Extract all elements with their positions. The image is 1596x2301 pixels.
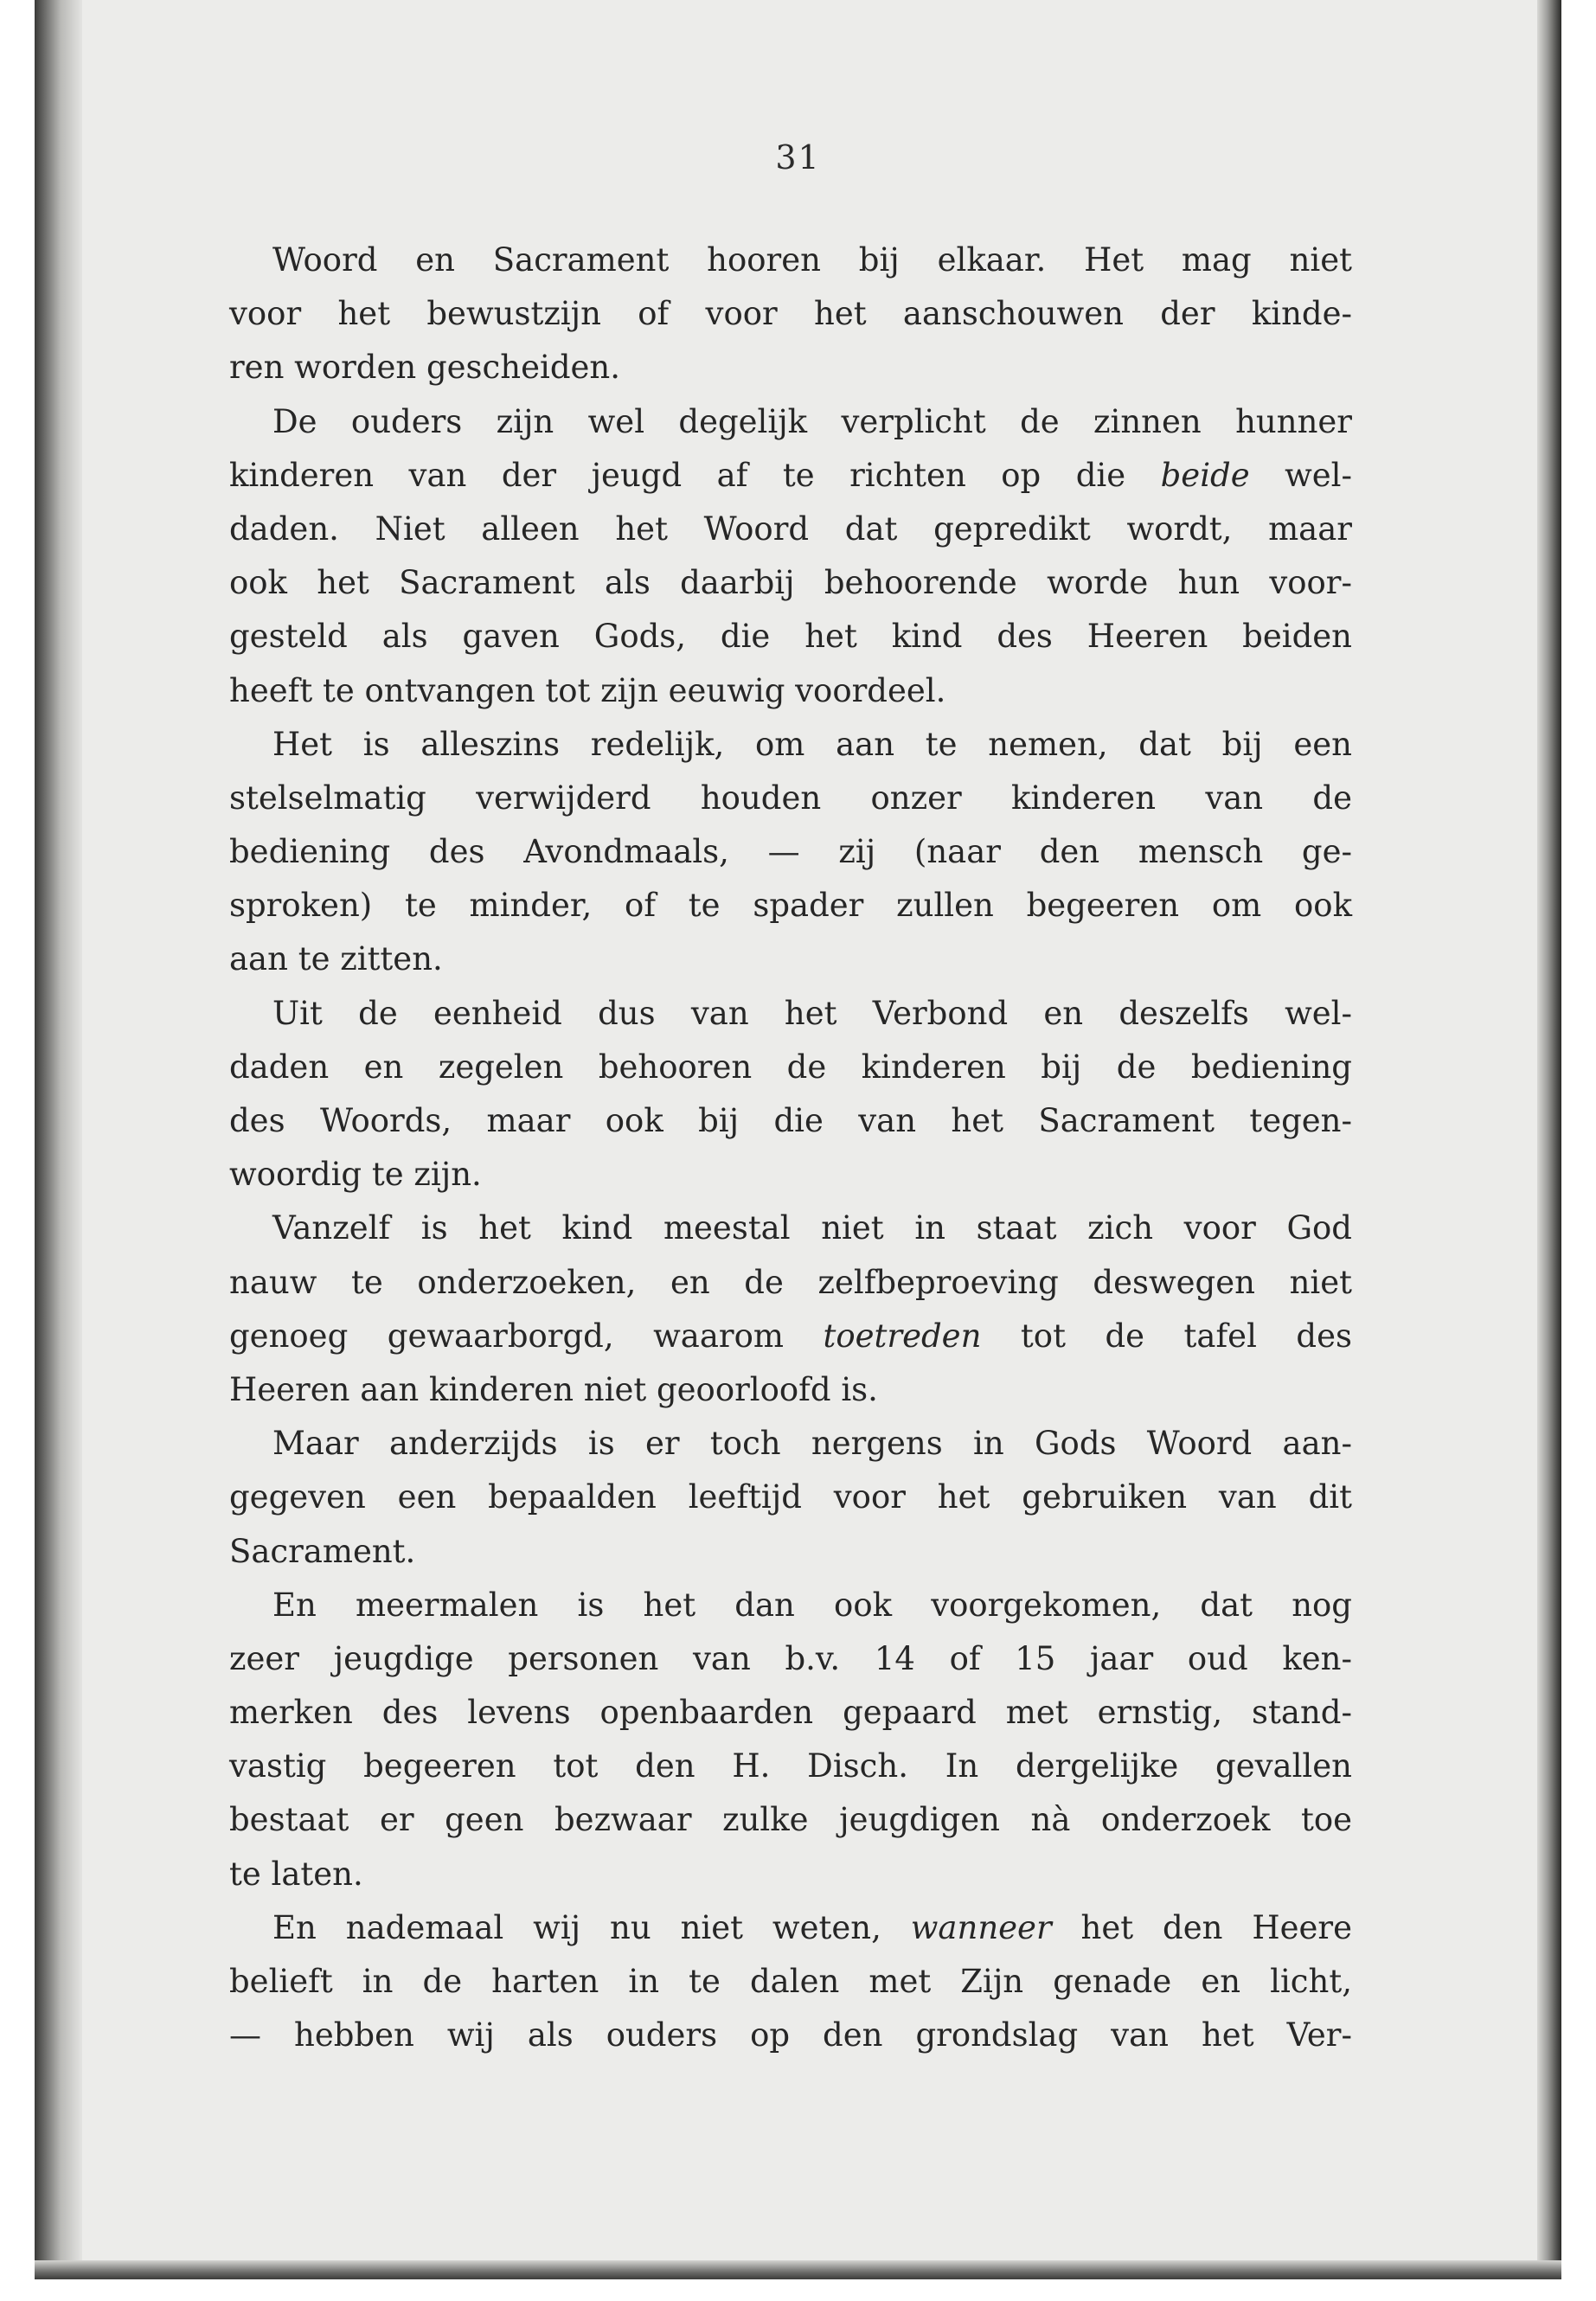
binding-shadow: [35, 0, 82, 2279]
text-line-content: woordig te zijn.: [229, 1156, 482, 1194]
text-line: [229, 1740, 1352, 1793]
text-line-content: te laten.: [229, 1855, 363, 1893]
text-line: [229, 1632, 1352, 1686]
text-line-content: Maar anderzijds is er toch nergens in Gods Woord aan-: [272, 1425, 1352, 1463]
text-line-content: aan te zitten.: [229, 940, 443, 978]
text-line: [229, 1901, 1352, 1955]
scanned-page: [35, 0, 1561, 2279]
text-line: [229, 1363, 1352, 1417]
text-line: [229, 2009, 1352, 2062]
text-line-content: De ouders zijn wel degelijk verplicht de zinnen hunner: [272, 402, 1352, 440]
text-segment: tot de tafel des: [981, 1317, 1352, 1355]
text-segment: genoeg gewaarborgd, waarom: [229, 1317, 824, 1355]
text-line: [229, 287, 1352, 341]
text-line-content: [229, 449, 1352, 503]
text-line-content: — hebben wij als ouders op den grondslag van het Ver-: [229, 2016, 1352, 2054]
text-line-content: Uit de eenheid dus van het Verbond en deszelfs wel-: [272, 994, 1352, 1032]
text-line: [229, 449, 1352, 503]
text-line: [229, 1525, 1352, 1579]
text-line-content: Het is alleszins redelijk, om aan te nemen, dat bij een: [272, 725, 1352, 763]
text-line-content: Heeren aan kinderen niet geoorloofd is.: [229, 1370, 878, 1408]
text-line: [229, 1955, 1352, 2009]
text-line: [229, 1041, 1352, 1094]
text-line: [229, 395, 1352, 449]
text-segment: En nademaal wij nu niet weten,: [272, 1908, 911, 1946]
page-number: 31: [775, 138, 821, 176]
text-line-content: [229, 1310, 1352, 1363]
text-segment: het den Heere: [1051, 1908, 1353, 1946]
text-line: [229, 1848, 1352, 1901]
text-segment: wel-: [1249, 456, 1352, 494]
text-line: [229, 1148, 1352, 1202]
text-line-content: [272, 1901, 1352, 1955]
emphasized-word: toetreden: [823, 1317, 982, 1355]
page-edge-right: [1537, 0, 1561, 2279]
text-line: [229, 1202, 1352, 1255]
text-line: [229, 556, 1352, 610]
text-line-content: des Woords, maar ook bij die van het Sacrament tegen-: [229, 1102, 1352, 1139]
text-line-content: Woord en Sacrament hooren bij elkaar. Het mag niet: [272, 241, 1352, 279]
text-line-content: daden. Niet alleen het Woord dat gepredikt wordt, maar: [229, 510, 1352, 548]
text-line-content: nauw te onderzoeken, en de zelfbeproeving deswegen niet: [229, 1263, 1352, 1301]
text-line: [229, 1579, 1352, 1632]
text-line: [229, 610, 1352, 663]
text-line-content: Sacrament.: [229, 1532, 416, 1570]
text-line-content: merken des levens openbaarden gepaard met ernstig, stand-: [229, 1694, 1352, 1732]
text-line-content: gesteld als gaven Gods, die het kind des Heeren beiden: [229, 618, 1352, 656]
text-line-content: Vanzelf is het kind meestal niet in staat zich voor God: [272, 1209, 1352, 1247]
text-line: [229, 503, 1352, 556]
text-line: [229, 772, 1352, 825]
text-line: [229, 1094, 1352, 1148]
text-line: [229, 933, 1352, 986]
text-line-content: ook het Sacrament als daarbij behoorende worde hun voor-: [229, 564, 1352, 602]
text-line: [229, 1793, 1352, 1847]
text-line: [229, 879, 1352, 933]
emphasized-word: beide: [1160, 456, 1250, 494]
text-line-content: ren worden gescheiden.: [229, 349, 621, 387]
text-line-content: heeft te ontvangen tot zijn eeuwig voordeel.: [229, 671, 946, 709]
text-line-content: bediening des Avondmaals, — zij (naar den mensch ge-: [229, 833, 1352, 871]
page-edge-bottom: [35, 2260, 1561, 2279]
text-line-content: En meermalen is het dan ook voorgekomen, dat nog: [272, 1586, 1352, 1624]
text-line-content: vastig begeeren tot den H. Disch. In dergelijke gevallen: [229, 1747, 1352, 1785]
text-line-content: daden en zegelen behooren de kinderen bij de bediening: [229, 1048, 1352, 1086]
text-line-content: stelselmatig verwijderd houden onzer kinderen van de: [229, 779, 1352, 817]
text-segment: kinderen van der jeugd af te richten op die: [229, 456, 1161, 494]
text-line: [229, 987, 1352, 1041]
text-line: [229, 234, 1352, 287]
text-line: [229, 1256, 1352, 1310]
text-line: [229, 1310, 1352, 1363]
emphasized-word: wanneer: [910, 1908, 1052, 1946]
text-line-content: gegeven een bepaalden leeftijd voor het gebruiken van dit: [229, 1478, 1352, 1516]
text-line-content: belieft in de harten in te dalen met Zijn genade en licht,: [229, 1963, 1352, 2000]
text-line-content: voor het bewustzijn of voor het aanschouwen der kinde-: [229, 295, 1352, 333]
text-line: [229, 1686, 1352, 1740]
text-line-content: bestaat er geen bezwaar zulke jeugdigen nà onderzoek toe: [229, 1801, 1352, 1839]
text-line: [229, 825, 1352, 879]
text-line: [229, 341, 1352, 394]
text-line: [229, 718, 1352, 772]
text-line-content: zeer jeugdige personen van b.v. 14 of 15 jaar oud ken-: [229, 1639, 1352, 1677]
text-line: [229, 1471, 1352, 1524]
text-line-content: sproken) te minder, of te spader zullen begeeren om ook: [229, 887, 1352, 925]
text-line: [229, 1417, 1352, 1471]
body-text: [229, 234, 1352, 2062]
text-line: [229, 664, 1352, 718]
